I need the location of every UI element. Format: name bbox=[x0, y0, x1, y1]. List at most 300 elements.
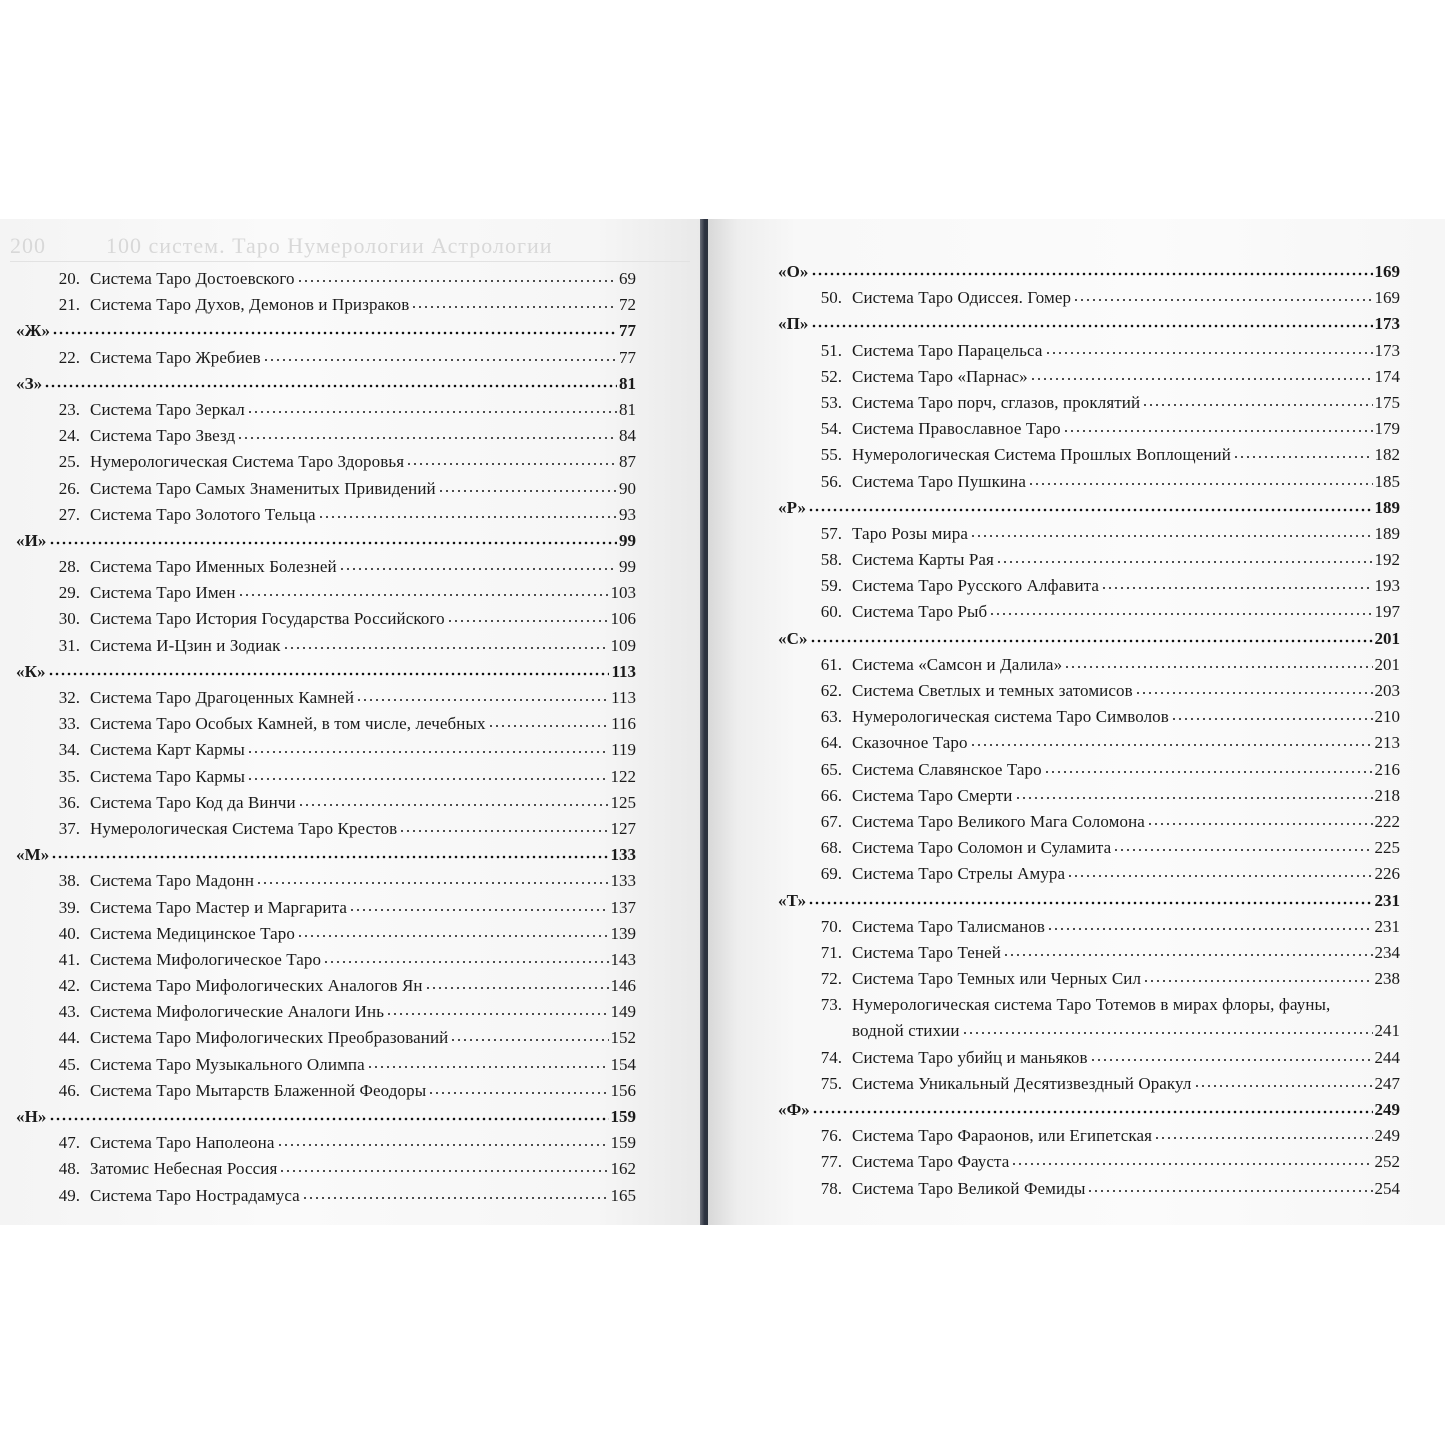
dot-leader bbox=[428, 1090, 608, 1096]
toc-section-heading bbox=[16, 842, 636, 868]
toc-entry bbox=[778, 757, 1400, 783]
toc-entry bbox=[16, 790, 636, 816]
toc-entry-number: 66. bbox=[820, 785, 842, 805]
toc-page-number: 87 bbox=[619, 452, 636, 472]
toc-entry-number: 42. bbox=[58, 976, 80, 996]
toc-page-number: 72 bbox=[619, 295, 636, 315]
toc-entry bbox=[778, 521, 1400, 547]
toc-entry-number: 50. bbox=[820, 288, 842, 308]
section-letter: «Т» bbox=[778, 890, 807, 910]
toc-entry-number: 38. bbox=[58, 871, 80, 891]
toc-entry bbox=[16, 685, 636, 711]
toc-entry-title: Система Таро Великой Фемиды bbox=[852, 1178, 1086, 1198]
section-letter: «З» bbox=[16, 373, 43, 393]
toc-page-number: 216 bbox=[1374, 759, 1400, 779]
toc-page-number: 231 bbox=[1374, 890, 1400, 910]
toc-entry bbox=[16, 502, 636, 528]
toc-entry-title: Система Таро Зеркал bbox=[90, 399, 245, 419]
dot-leader bbox=[488, 723, 610, 729]
toc-section-heading bbox=[16, 371, 636, 397]
toc-entry-title: Система Таро Мастер и Маргарита bbox=[90, 897, 347, 917]
dot-leader bbox=[297, 278, 617, 284]
toc-entry-number: 58. bbox=[820, 550, 842, 570]
dot-leader bbox=[996, 559, 1373, 565]
toc-entry-number: 44. bbox=[58, 1028, 80, 1048]
toc-entry bbox=[16, 345, 636, 371]
toc-page-number: 146 bbox=[610, 976, 636, 996]
dot-leader bbox=[1015, 795, 1373, 801]
dot-leader bbox=[1143, 978, 1372, 984]
dot-leader bbox=[808, 507, 1372, 513]
toc-entry-title: Система Православное Таро bbox=[852, 419, 1061, 439]
toc-entry bbox=[16, 1156, 636, 1182]
toc-page-number: 113 bbox=[611, 661, 636, 681]
toc-entry-title: Система Мифологические Аналоги Инь bbox=[90, 1002, 385, 1022]
toc-entry-number: 59. bbox=[820, 576, 842, 596]
toc-page-number: 99 bbox=[619, 530, 636, 550]
dot-leader bbox=[399, 828, 608, 834]
toc-entry-number: 22. bbox=[58, 347, 80, 367]
toc-page-number: 175 bbox=[1374, 392, 1400, 412]
toc-page-number: 244 bbox=[1374, 1047, 1400, 1067]
toc-entry-title: Система «Самсон и Далила» bbox=[852, 654, 1063, 674]
toc-entry bbox=[16, 554, 636, 580]
toc-page-number: 182 bbox=[1374, 445, 1400, 465]
dot-leader bbox=[1135, 690, 1373, 696]
toc-page-number: 116 bbox=[611, 714, 636, 734]
toc-entry bbox=[16, 1078, 636, 1104]
dot-leader bbox=[1154, 1135, 1372, 1141]
dot-leader bbox=[349, 907, 609, 913]
toc-entry bbox=[778, 442, 1400, 468]
toc-page-number: 169 bbox=[1374, 288, 1400, 308]
toc-page-number: 247 bbox=[1374, 1073, 1400, 1093]
left-toc-list bbox=[16, 266, 636, 1209]
dot-leader bbox=[237, 435, 617, 441]
toc-entry-title: Система Таро Смерти bbox=[852, 785, 1013, 805]
toc-entry bbox=[778, 730, 1400, 756]
toc-entry bbox=[778, 678, 1400, 704]
dot-leader bbox=[811, 323, 1373, 329]
toc-page-number: 254 bbox=[1374, 1178, 1400, 1198]
section-letter: «Ж» bbox=[16, 321, 51, 341]
toc-entry-number: 55. bbox=[820, 445, 842, 465]
dot-leader bbox=[1142, 402, 1372, 408]
toc-entry-title: Система Таро Фараонов, или Египетская bbox=[852, 1126, 1153, 1146]
dot-leader bbox=[323, 959, 608, 965]
toc-entry-number: 27. bbox=[58, 504, 80, 524]
dot-leader bbox=[1063, 428, 1373, 434]
toc-entry-number: 45. bbox=[58, 1054, 80, 1074]
toc-entry-number: 46. bbox=[58, 1080, 80, 1100]
toc-entry-title: Нумерологическая система Таро Тотемов в мирах флоры, фауны, bbox=[852, 995, 1331, 1015]
toc-entry bbox=[778, 1123, 1400, 1149]
toc-page-number: 169 bbox=[1374, 262, 1400, 281]
toc-page-number: 185 bbox=[1374, 471, 1400, 491]
dot-leader bbox=[283, 645, 609, 651]
toc-entry-title: Система Таро Талисманов bbox=[852, 916, 1046, 936]
toc-entry-title: Система Таро История Государства Российского bbox=[90, 609, 445, 629]
dot-leader bbox=[970, 742, 1373, 748]
toc-entry-number: 33. bbox=[58, 714, 80, 734]
dot-leader bbox=[1113, 847, 1372, 853]
dot-leader bbox=[450, 1037, 608, 1043]
toc-entry bbox=[16, 1025, 636, 1051]
toc-entry bbox=[778, 338, 1400, 364]
dot-leader bbox=[438, 488, 617, 494]
toc-entry-number: 29. bbox=[58, 583, 80, 603]
toc-entry-title: Система Таро Духов, Демонов и Призраков bbox=[90, 295, 410, 315]
toc-entry-number: 26. bbox=[58, 478, 80, 498]
toc-entry-title: Нумерологическая Система Прошлых Воплощений bbox=[852, 445, 1231, 465]
toc-entry-title: Система Медицинское Таро bbox=[90, 923, 295, 943]
toc-entry-title: Система Таро Кармы bbox=[90, 766, 246, 786]
toc-page-number: 159 bbox=[610, 1107, 636, 1126]
toc-entry-title: Система Таро «Парнас» bbox=[852, 366, 1028, 386]
toc-entry-number: 70. bbox=[820, 916, 842, 936]
toc-entry-title: Система Славянское Таро bbox=[852, 759, 1042, 779]
toc-page-number: 133 bbox=[610, 871, 636, 891]
toc-entry-title: Система Таро Мифологических Аналогов Ян bbox=[90, 976, 423, 996]
toc-page-number: 84 bbox=[619, 426, 636, 446]
dot-leader bbox=[263, 357, 617, 363]
dot-leader bbox=[302, 1195, 609, 1201]
toc-section-heading bbox=[778, 888, 1400, 914]
toc-page-number: 201 bbox=[1374, 654, 1400, 674]
toc-entry-number: 51. bbox=[820, 340, 842, 360]
toc-page-number: 249 bbox=[1374, 1126, 1400, 1146]
toc-entry-number: 36. bbox=[58, 792, 80, 812]
toc-entry bbox=[778, 1018, 1400, 1044]
toc-entry bbox=[778, 469, 1400, 495]
toc-page-number: 81 bbox=[619, 399, 636, 419]
dot-leader bbox=[1047, 926, 1372, 932]
toc-entry-number: 52. bbox=[820, 366, 842, 386]
toc-entry bbox=[778, 809, 1400, 835]
toc-page-number: 77 bbox=[619, 347, 636, 367]
toc-entry-number: 67. bbox=[820, 811, 842, 831]
toc-page-number: 152 bbox=[610, 1028, 636, 1048]
toc-page-number: 154 bbox=[610, 1054, 636, 1074]
toc-page-number: 106 bbox=[610, 609, 636, 629]
toc-page-number: 122 bbox=[610, 766, 636, 786]
toc-entry-number: 23. bbox=[58, 399, 80, 419]
toc-entry-number: 49. bbox=[58, 1185, 80, 1205]
show-through-rule bbox=[10, 261, 690, 262]
toc-page-number: 249 bbox=[1374, 1100, 1400, 1119]
toc-page-number: 225 bbox=[1374, 838, 1400, 858]
toc-entry-number: 37. bbox=[58, 818, 80, 838]
toc-entry-number: 71. bbox=[820, 942, 842, 962]
toc-entry-number: 32. bbox=[58, 688, 80, 707]
dot-leader bbox=[52, 330, 617, 336]
toc-page-number: 156 bbox=[610, 1080, 636, 1100]
toc-entry-title: Система Таро Темных или Черных Сил bbox=[852, 969, 1142, 989]
show-through-running-title: 100 систем. Таро Нумерологии Астрологии bbox=[106, 233, 553, 258]
dot-leader bbox=[356, 697, 609, 703]
dot-leader bbox=[277, 1142, 609, 1148]
toc-page-number: 173 bbox=[1374, 314, 1400, 334]
dot-leader bbox=[49, 540, 617, 546]
toc-entry bbox=[778, 652, 1400, 678]
toc-entry-title: Система Таро Звезд bbox=[90, 426, 236, 446]
dot-leader bbox=[44, 383, 617, 389]
toc-page-number: 197 bbox=[1374, 602, 1400, 622]
toc-entry bbox=[16, 921, 636, 947]
toc-entry bbox=[16, 476, 636, 502]
dot-leader bbox=[238, 592, 609, 598]
toc-entry-number: 35. bbox=[58, 766, 80, 786]
toc-entry bbox=[778, 992, 1400, 1018]
section-letter: «Н» bbox=[16, 1107, 47, 1126]
toc-entry-title: Система И-Цзин и Зодиак bbox=[90, 635, 281, 655]
toc-entry bbox=[16, 580, 636, 606]
toc-section-heading bbox=[16, 528, 636, 554]
toc-entry-title: Сказочное Таро bbox=[852, 733, 968, 753]
dot-leader bbox=[318, 514, 617, 520]
toc-entry-title: Система Таро Жребиев bbox=[90, 347, 261, 367]
toc-entry bbox=[778, 1149, 1400, 1175]
toc-page-number: 252 bbox=[1374, 1152, 1400, 1172]
toc-entry bbox=[16, 816, 636, 842]
toc-entry-title: Система Таро порч, сглазов, проклятий bbox=[852, 392, 1141, 412]
dot-leader bbox=[367, 1064, 609, 1070]
toc-entry-number: 75. bbox=[820, 1073, 842, 1093]
toc-entry-number: 48. bbox=[58, 1159, 80, 1179]
dot-leader bbox=[1194, 1083, 1373, 1089]
toc-entry-number: 76. bbox=[820, 1126, 842, 1146]
toc-page-number: 165 bbox=[610, 1185, 636, 1205]
toc-entry-title: Система Таро Драгоценных Камней bbox=[90, 688, 355, 707]
section-letter: «С» bbox=[778, 628, 808, 648]
dot-leader bbox=[339, 566, 617, 572]
toc-section-heading bbox=[778, 259, 1400, 285]
toc-page-number: 81 bbox=[619, 373, 636, 393]
toc-page-number: 93 bbox=[619, 504, 636, 524]
toc-page-number: 213 bbox=[1374, 733, 1400, 753]
toc-entry-number: 28. bbox=[58, 557, 80, 577]
dot-leader bbox=[256, 880, 608, 886]
toc-entry-number: 41. bbox=[58, 949, 80, 969]
section-letter: «П» bbox=[778, 314, 809, 334]
toc-entry-number: 72. bbox=[820, 969, 842, 989]
dot-leader bbox=[1090, 1057, 1373, 1063]
toc-page-number: 162 bbox=[610, 1159, 636, 1179]
toc-entry bbox=[16, 737, 636, 763]
toc-entry bbox=[16, 868, 636, 894]
toc-entry-title: Система Таро Музыкального Олимпа bbox=[90, 1054, 365, 1074]
dot-leader bbox=[247, 749, 609, 755]
toc-entry bbox=[778, 599, 1400, 625]
toc-entry-title: Система Таро Достоевского bbox=[90, 269, 295, 288]
toc-section-heading bbox=[16, 318, 636, 344]
toc-entry-title: Система Таро Великого Мага Соломона bbox=[852, 811, 1145, 831]
toc-page-number: 173 bbox=[1374, 340, 1400, 360]
toc-page-number: 137 bbox=[610, 897, 636, 917]
toc-entry bbox=[16, 764, 636, 790]
toc-page-number: 179 bbox=[1374, 419, 1400, 439]
toc-page-number: 241 bbox=[1374, 1021, 1400, 1041]
section-letter: «К» bbox=[16, 661, 46, 681]
toc-entry-number: 54. bbox=[820, 419, 842, 439]
dot-leader bbox=[297, 933, 609, 939]
toc-entry bbox=[16, 292, 636, 318]
toc-page-number: 139 bbox=[610, 923, 636, 943]
toc-entry-number: 62. bbox=[820, 681, 842, 700]
toc-page-number: 218 bbox=[1374, 785, 1400, 805]
toc-page-number: 238 bbox=[1374, 969, 1400, 989]
toc-entry-title: Система Светлых и темных затомисов bbox=[852, 681, 1133, 700]
dot-leader bbox=[1073, 297, 1372, 303]
toc-entry bbox=[16, 1130, 636, 1156]
toc-entry bbox=[778, 783, 1400, 809]
dot-leader bbox=[1028, 481, 1372, 487]
toc-page-number: 231 bbox=[1374, 916, 1400, 936]
toc-entry bbox=[778, 285, 1400, 311]
toc-entry-number: 61. bbox=[820, 654, 842, 674]
dot-leader bbox=[447, 618, 609, 624]
dot-leader bbox=[1030, 376, 1373, 382]
toc-page-number: 192 bbox=[1374, 550, 1400, 570]
toc-entry-number: 60. bbox=[820, 602, 842, 622]
right-page bbox=[708, 219, 1445, 1225]
dot-leader bbox=[1003, 952, 1373, 958]
section-letter: «И» bbox=[16, 530, 47, 550]
toc-entry-number: 56. bbox=[820, 471, 842, 491]
toc-page-number: 189 bbox=[1374, 523, 1400, 543]
toc-entry-number: 25. bbox=[58, 452, 80, 472]
section-letter: «Ф» bbox=[778, 1100, 810, 1119]
toc-page-number: 119 bbox=[611, 740, 636, 760]
toc-entry-number: 68. bbox=[820, 838, 842, 858]
toc-entry bbox=[778, 914, 1400, 940]
toc-page-number: 103 bbox=[610, 583, 636, 603]
toc-page-number: 174 bbox=[1374, 366, 1400, 386]
toc-page-number: 193 bbox=[1374, 576, 1400, 596]
toc-entry-title: Нумерологическая Система Таро Крестов bbox=[90, 818, 398, 838]
toc-entry-number: 65. bbox=[820, 759, 842, 779]
dot-leader bbox=[386, 1011, 608, 1017]
left-page bbox=[0, 219, 700, 1225]
toc-entry bbox=[778, 364, 1400, 390]
toc-entry-title: Система Мифологическое Таро bbox=[90, 949, 322, 969]
dot-leader bbox=[962, 1030, 1373, 1036]
dot-leader bbox=[1171, 716, 1373, 722]
toc-entry bbox=[16, 423, 636, 449]
toc-entry-number: 20. bbox=[58, 269, 80, 288]
toc-page-number: 234 bbox=[1374, 942, 1400, 962]
toc-section-heading bbox=[778, 1097, 1400, 1123]
toc-page-number: 159 bbox=[610, 1133, 636, 1153]
toc-entry-title: Система Таро Нострадамуса bbox=[90, 1185, 300, 1205]
toc-page-number: 222 bbox=[1374, 811, 1400, 831]
toc-entry-number: 31. bbox=[58, 635, 80, 655]
toc-entry bbox=[16, 999, 636, 1025]
toc-entry-number: 30. bbox=[58, 609, 80, 629]
section-letter: «О» bbox=[778, 262, 809, 281]
dot-leader bbox=[1044, 769, 1373, 775]
dot-leader bbox=[1064, 664, 1372, 670]
toc-entry bbox=[778, 390, 1400, 416]
dot-leader bbox=[49, 1116, 609, 1122]
toc-entry bbox=[16, 1183, 636, 1209]
toc-entry-title: Нумерологическая Система Таро Здоровья bbox=[90, 452, 405, 472]
section-letter: «Р» bbox=[778, 497, 807, 517]
toc-entry bbox=[16, 606, 636, 632]
dot-leader bbox=[1233, 454, 1373, 460]
toc-entry bbox=[778, 835, 1400, 861]
toc-page-number: 69 bbox=[619, 269, 636, 288]
toc-entry-number: 57. bbox=[820, 523, 842, 543]
dot-leader bbox=[406, 461, 617, 467]
dot-leader bbox=[51, 854, 608, 860]
toc-entry-title: Система Таро Мадонн bbox=[90, 871, 255, 891]
toc-entry-title: Система Карты Рая bbox=[852, 550, 994, 570]
toc-entry-title: Система Таро Имен bbox=[90, 583, 236, 603]
toc-entry-title: Система Таро Стрелы Амура bbox=[852, 864, 1066, 884]
toc-entry bbox=[778, 547, 1400, 573]
dot-leader bbox=[811, 271, 1373, 277]
toc-entry-number: 47. bbox=[58, 1133, 80, 1153]
toc-entry-title: водной стихии bbox=[852, 1021, 960, 1041]
toc-entry-title: Система Таро Золотого Тельца bbox=[90, 504, 316, 524]
toc-entry-number: 69. bbox=[820, 864, 842, 884]
toc-entry bbox=[16, 449, 636, 475]
toc-entry bbox=[16, 397, 636, 423]
toc-entry bbox=[16, 266, 636, 292]
toc-entry-title: Система Карт Кармы bbox=[90, 740, 245, 760]
toc-entry-title: Система Таро Мифологических Преобразований bbox=[90, 1028, 449, 1048]
toc-entry-title: Система Таро Фауста bbox=[852, 1152, 1010, 1172]
dot-leader bbox=[1011, 1161, 1372, 1167]
book-spread bbox=[0, 219, 1445, 1225]
toc-entry-title: Система Таро Мытарств Блаженной Феодоры bbox=[90, 1080, 427, 1100]
dot-leader bbox=[411, 304, 617, 310]
dot-leader bbox=[247, 409, 617, 415]
toc-entry-title: Система Таро Одиссея. Гомер bbox=[852, 288, 1072, 308]
toc-page-number: 133 bbox=[610, 845, 636, 865]
toc-page-number: 113 bbox=[611, 688, 636, 707]
toc-entry bbox=[16, 973, 636, 999]
toc-page-number: 77 bbox=[619, 321, 636, 341]
toc-entry-title: Система Таро Соломон и Суламита bbox=[852, 838, 1112, 858]
toc-section-heading bbox=[778, 311, 1400, 337]
toc-page-number: 125 bbox=[610, 792, 636, 812]
toc-entry-number: 73. bbox=[820, 995, 842, 1015]
toc-entry bbox=[778, 940, 1400, 966]
toc-entry bbox=[778, 704, 1400, 730]
dot-leader bbox=[247, 776, 608, 782]
toc-section-heading bbox=[778, 626, 1400, 652]
toc-entry-number: 74. bbox=[820, 1047, 842, 1067]
toc-page-number: 203 bbox=[1374, 681, 1400, 700]
toc-entry-number: 64. bbox=[820, 733, 842, 753]
toc-page-number: 143 bbox=[610, 949, 636, 969]
toc-entry-number: 24. bbox=[58, 426, 80, 446]
toc-page-number: 210 bbox=[1374, 707, 1400, 727]
toc-entry-title: Затомис Небесная Россия bbox=[90, 1159, 278, 1179]
toc-entry-title: Система Таро Именных Болезней bbox=[90, 557, 337, 577]
toc-entry-number: 40. bbox=[58, 923, 80, 943]
dot-leader bbox=[808, 900, 1372, 906]
toc-entry-number: 53. bbox=[820, 392, 842, 412]
toc-entry-title: Система Таро убийц и маньяков bbox=[852, 1047, 1088, 1067]
dot-leader bbox=[1101, 585, 1372, 591]
toc-entry-number: 34. bbox=[58, 740, 80, 760]
toc-entry bbox=[778, 416, 1400, 442]
toc-entry-title: Система Таро Особых Камней, в том числе, лечебных bbox=[90, 714, 486, 734]
toc-section-heading bbox=[16, 659, 636, 685]
